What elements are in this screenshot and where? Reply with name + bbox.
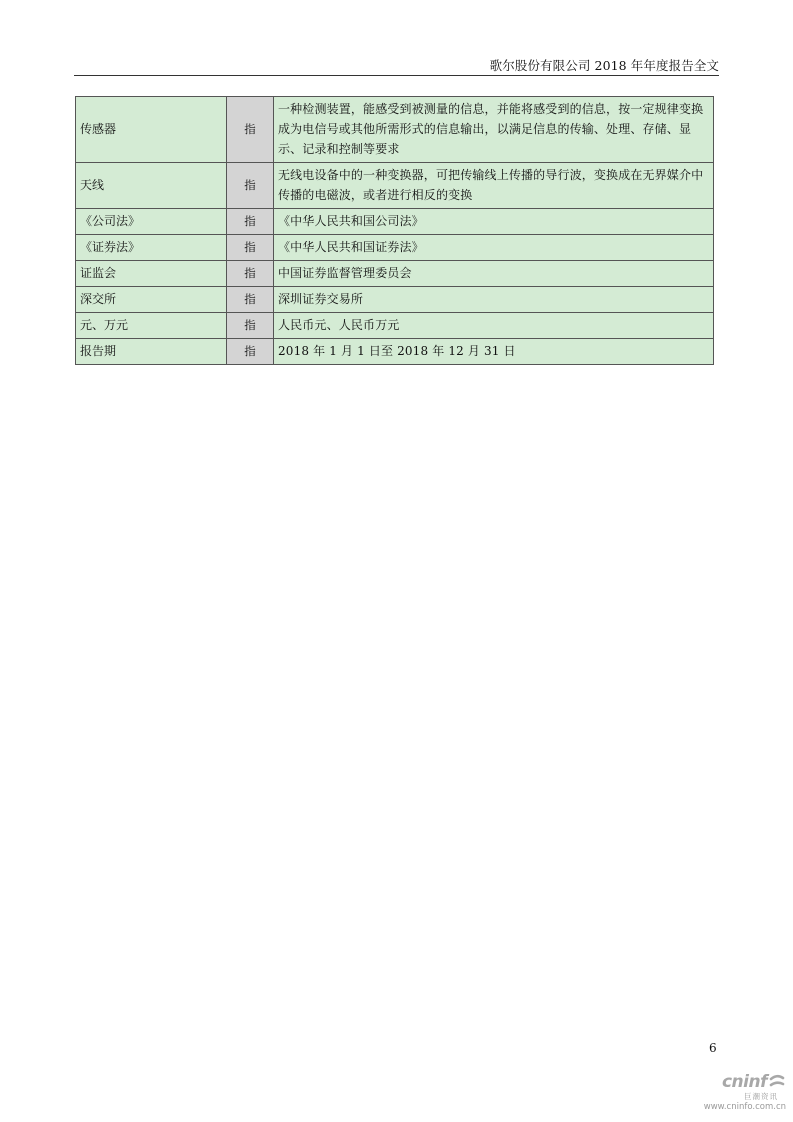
ref-cell: 指 — [227, 163, 274, 209]
term-cell: 深交所 — [76, 287, 227, 313]
watermark-subtitle: 巨潮资讯 — [744, 1092, 778, 1101]
description-cell: 2018 年 1 月 1 日至 2018 年 12 月 31 日 — [274, 339, 714, 365]
term-cell: 《证券法》 — [76, 235, 227, 261]
term-cell: 传感器 — [76, 97, 227, 163]
ref-cell: 指 — [227, 287, 274, 313]
term-cell: 证监会 — [76, 261, 227, 287]
watermark-url: www.cninfo.com.cn — [703, 1102, 786, 1112]
definitions-table — [75, 96, 714, 365]
page-number: 6 — [709, 1041, 717, 1055]
table-row — [76, 209, 714, 235]
description-cell: 人民币元、人民币万元 — [274, 313, 714, 339]
description-cell: 无线电设备中的一种变换器，可把传输线上传播的导行波，变换成在无界媒介中传播的电磁波，或者进行相反的变换 — [274, 163, 714, 209]
description-cell: 一种检测装置，能感受到被测量的信息，并能将感受到的信息，按一定规律变换成为电信号或其他所需形式的信息输出，以满足信息的传输、处理、存储、显示、记录和控制等要求 — [274, 97, 714, 163]
table-row — [76, 97, 714, 163]
table-row — [76, 235, 714, 261]
ref-cell: 指 — [227, 339, 274, 365]
term-cell: 元、万元 — [76, 313, 227, 339]
watermark-logo-text: cninf — [721, 1072, 767, 1092]
cninfo-logo-icon — [768, 1074, 786, 1090]
description-cell: 中国证券监督管理委员会 — [274, 261, 714, 287]
term-cell: 报告期 — [76, 339, 227, 365]
header-divider — [74, 75, 719, 76]
table-row — [76, 339, 714, 365]
description-cell: 《中华人民共和国公司法》 — [274, 209, 714, 235]
term-cell: 《公司法》 — [76, 209, 227, 235]
table-row — [76, 313, 714, 339]
ref-cell: 指 — [227, 261, 274, 287]
report-header-title: 歌尔股份有限公司 2018 年年度报告全文 — [489, 58, 719, 73]
table-row — [76, 287, 714, 313]
cninfo-watermark — [703, 1072, 788, 1117]
ref-cell: 指 — [227, 97, 274, 163]
table-row — [76, 163, 714, 209]
ref-cell: 指 — [227, 313, 274, 339]
table-row — [76, 261, 714, 287]
term-cell: 天线 — [76, 163, 227, 209]
description-cell: 《中华人民共和国证券法》 — [274, 235, 714, 261]
ref-cell: 指 — [227, 209, 274, 235]
ref-cell: 指 — [227, 235, 274, 261]
description-cell: 深圳证券交易所 — [274, 287, 714, 313]
watermark-logo — [722, 1072, 786, 1092]
